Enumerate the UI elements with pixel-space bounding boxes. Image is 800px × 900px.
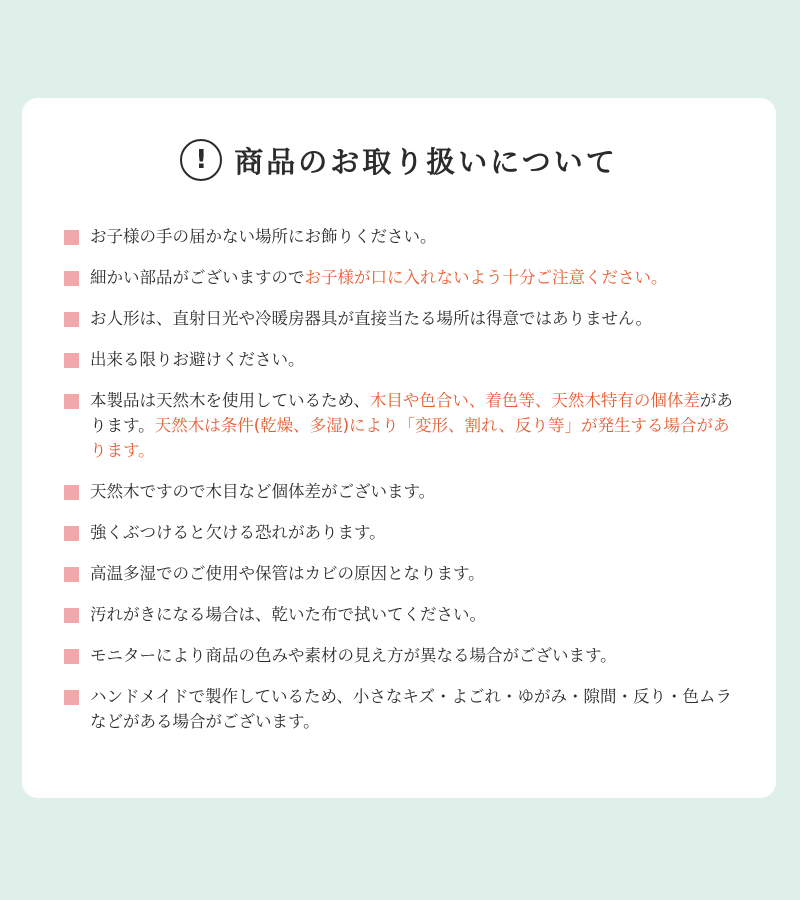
item-text: 高温多湿でのご使用や保管はカビの原因となります。: [90, 564, 485, 583]
square-bullet-icon: [64, 690, 79, 705]
square-bullet-icon: [64, 526, 79, 541]
square-bullet-icon: [64, 230, 79, 245]
list-item: [64, 388, 744, 463]
item-text: があります。: [90, 391, 733, 435]
list-item: [64, 347, 744, 372]
notice-card: [22, 98, 776, 798]
list-item: [64, 561, 744, 586]
square-bullet-icon: [64, 312, 79, 327]
highlighted-text: お子様が口に入れないよう十分ご注意ください。: [304, 268, 668, 287]
highlighted-text: 天然木は条件(乾燥、多湿)により「変形、割れ、反り等」が発生する場合があります。: [90, 416, 730, 460]
square-bullet-icon: [64, 649, 79, 664]
list-item: [64, 479, 744, 504]
item-text: 汚れがきになる場合は、乾いた布で拭いてください。: [90, 605, 486, 624]
highlighted-text: 差: [683, 391, 700, 410]
list-item: [64, 602, 744, 627]
exclamation-icon: [180, 139, 222, 181]
exclamation-glyph: !: [195, 145, 208, 175]
list-item: [64, 643, 744, 668]
item-text: ハンドメイドで製作しているため、小さなキズ・よごれ・ゆがみ・隙間・反り・色ムラなどがある場合がございます。: [90, 687, 733, 731]
item-text: 本製品は天然木を使用しているため、: [90, 391, 370, 410]
item-text: 強くぶつけると欠ける恐れがあります。: [90, 523, 386, 542]
notice-heading: [22, 136, 776, 184]
list-item: [64, 684, 744, 734]
item-text: モニターにより商品の色みや素材の見え方が異なる場合がございます。: [90, 646, 617, 665]
list-item: [64, 306, 744, 331]
square-bullet-icon: [64, 271, 79, 286]
notice-list: [64, 224, 744, 750]
square-bullet-icon: [64, 567, 79, 582]
list-item: [64, 224, 744, 249]
highlighted-text: 木目や色合い、着色等、天然木特有の個体: [369, 391, 684, 410]
item-text: 出来る限りお避けください。: [90, 350, 305, 369]
item-text: 天然木ですので木目など個体差がございます。: [90, 482, 436, 501]
square-bullet-icon: [64, 353, 79, 368]
item-text: 細かい部品がございますので: [90, 268, 305, 287]
item-text: お子様の手の届かない場所にお飾りください。: [90, 227, 437, 246]
item-text: お人形は、直射日光や冷暖房器具が直接当たる場所は得意ではありません。: [90, 309, 652, 328]
square-bullet-icon: [64, 485, 79, 500]
list-item: [64, 265, 744, 290]
list-item: [64, 520, 744, 545]
page-title: 商品のお取り扱いについて: [234, 144, 618, 179]
square-bullet-icon: [64, 394, 79, 409]
square-bullet-icon: [64, 608, 79, 623]
